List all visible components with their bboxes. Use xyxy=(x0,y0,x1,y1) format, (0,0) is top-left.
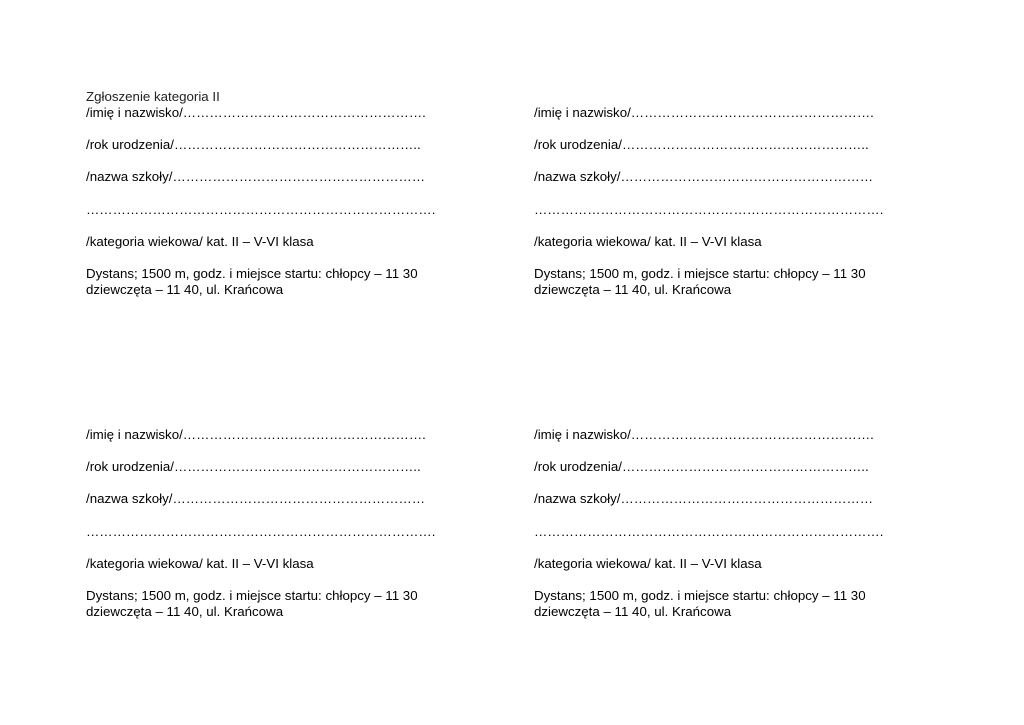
school-name-continuation-line: ……………………………………………………………………. xyxy=(534,202,884,217)
school-name-field-line: /nazwa szkoły/………………………………………………… xyxy=(86,169,426,184)
birth-year-field-line: /rok urodzenia/……………………………………………….. xyxy=(86,137,421,152)
distance-info-line-1: Dystans; 1500 m, godz. i miejsce startu: chłopcy – 11 30 xyxy=(534,266,866,281)
birth-year-field-line: /rok urodzenia/……………………………………………….. xyxy=(86,459,421,474)
name-field-line: /imię i nazwisko/………………………………………………. xyxy=(534,427,874,442)
birth-year-field-line: /rok urodzenia/……………………………………………….. xyxy=(534,137,869,152)
name-field-line: /imię i nazwisko/………………………………………………. xyxy=(86,105,426,120)
school-name-continuation-line: ……………………………………………………………………. xyxy=(86,202,436,217)
school-name-field-line: /nazwa szkoły/………………………………………………… xyxy=(534,491,874,506)
school-name-continuation-line: ……………………………………………………………………. xyxy=(534,524,884,539)
age-category-line: /kategoria wiekowa/ kat. II – V-VI klasa xyxy=(534,556,762,571)
school-name-continuation-line: ……………………………………………………………………. xyxy=(86,524,436,539)
name-field-line: /imię i nazwisko/………………………………………………. xyxy=(86,427,426,442)
school-name-field-line: /nazwa szkoły/………………………………………………… xyxy=(534,169,874,184)
distance-info-line-1: Dystans; 1500 m, godz. i miejsce startu: chłopcy – 11 30 xyxy=(86,588,418,603)
document-title: Zgłoszenie kategoria II xyxy=(86,89,220,104)
distance-info-line-2: dziewczęta – 11 40, ul. Krańcowa xyxy=(86,282,284,297)
distance-info-line-2: dziewczęta – 11 40, ul. Krańcowa xyxy=(86,604,284,619)
distance-info-line-2: dziewczęta – 11 40, ul. Krańcowa xyxy=(534,604,732,619)
distance-info-line-1: Dystans; 1500 m, godz. i miejsce startu: chłopcy – 11 30 xyxy=(86,266,418,281)
age-category-line: /kategoria wiekowa/ kat. II – V-VI klasa xyxy=(534,234,762,249)
distance-info-line-2: dziewczęta – 11 40, ul. Krańcowa xyxy=(534,282,732,297)
age-category-line: /kategoria wiekowa/ kat. II – V-VI klasa xyxy=(86,556,314,571)
age-category-line: /kategoria wiekowa/ kat. II – V-VI klasa xyxy=(86,234,314,249)
school-name-field-line: /nazwa szkoły/………………………………………………… xyxy=(86,491,426,506)
distance-info-line-1: Dystans; 1500 m, godz. i miejsce startu: chłopcy – 11 30 xyxy=(534,588,866,603)
birth-year-field-line: /rok urodzenia/……………………………………………….. xyxy=(534,459,869,474)
name-field-line: /imię i nazwisko/………………………………………………. xyxy=(534,105,874,120)
